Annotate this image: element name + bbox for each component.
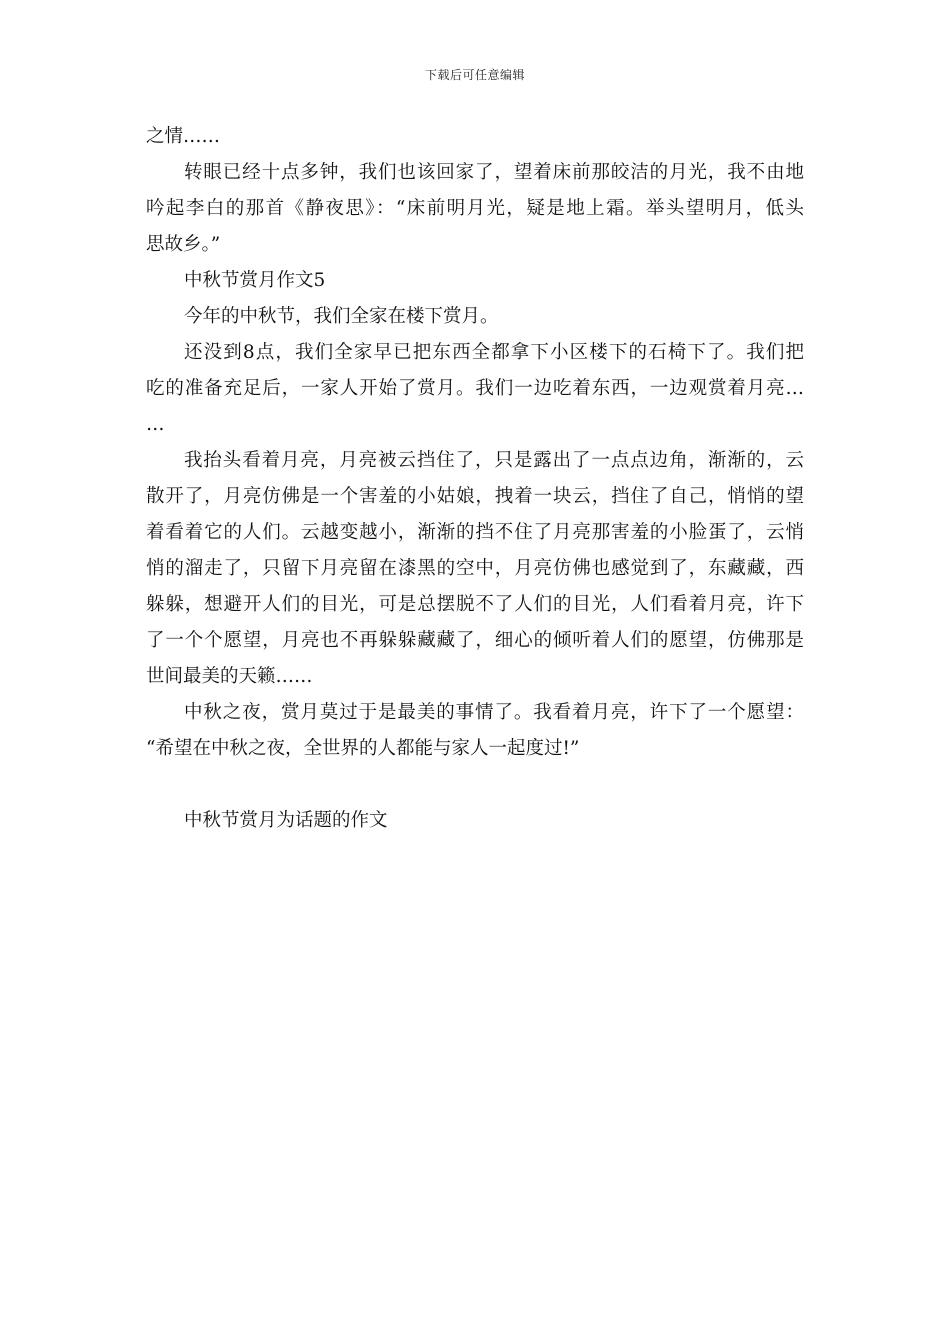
paragraph-line: 吟起李白的那首《静夜思》：“床前明月光，疑是地上霜。举头望明月，低头 [146,198,804,219]
paragraph-line: 中秋之夜，赏月莫过于是最美的事情了。我看着月亮，许下了一个愿望： [184,702,804,723]
section-heading: 中秋节赏月作文5 [184,270,326,291]
paragraph-line: “希望在中秋之夜，全世界的人都能与家人一起度过!” [146,738,580,759]
text-line: 之情…… [146,126,221,147]
paragraph-line: 还没到8点，我们全家早已把东西全都拿下小区楼下的石椅下了。我们把 [184,342,804,363]
page-header: 下载后可任意编辑 [424,68,525,82]
essay-title: 中秋节赏月为话题的作文 [184,810,388,831]
paragraph-line: … [146,414,165,435]
paragraph-line: 世间最美的天籁…… [146,666,313,687]
paragraph-line: 躲躲，想避开人们的目光，可是总摆脱不了人们的目光，人们看着月亮，许下 [146,594,804,615]
paragraph-line: 着看着它的人们。云越变越小，渐渐的挡不住了月亮那害羞的小脸蛋了，云悄 [146,522,804,543]
paragraph-line: 散开了，月亮仿佛是一个害羞的小姑娘，拽着一块云，挡住了自己，悄悄的望 [146,486,804,507]
paragraph-line: 悄的溜走了，只留下月亮留在漆黑的空中，月亮仿佛也感觉到了，东藏藏，西 [146,558,804,579]
paragraph-line: 思故乡。” [146,234,221,255]
paragraph-line: 我抬头看着月亮，月亮被云挡住了，只是露出了一点点边角，渐渐的，云 [184,450,804,471]
paragraph-line: 吃的准备充足后，一家人开始了赏月。我们一边吃着东西，一边观赏着月亮… [146,378,804,399]
paragraph-line: 了一个个愿望，月亮也不再躲躲藏藏了，细心的倾听着人们的愿望，仿佛那是 [146,630,804,651]
paragraph-line: 转眼已经十点多钟，我们也该回家了，望着床前那皎洁的月光，我不由地 [184,162,804,183]
paragraph-line: 今年的中秋节，我们全家在楼下赏月。 [184,306,499,327]
